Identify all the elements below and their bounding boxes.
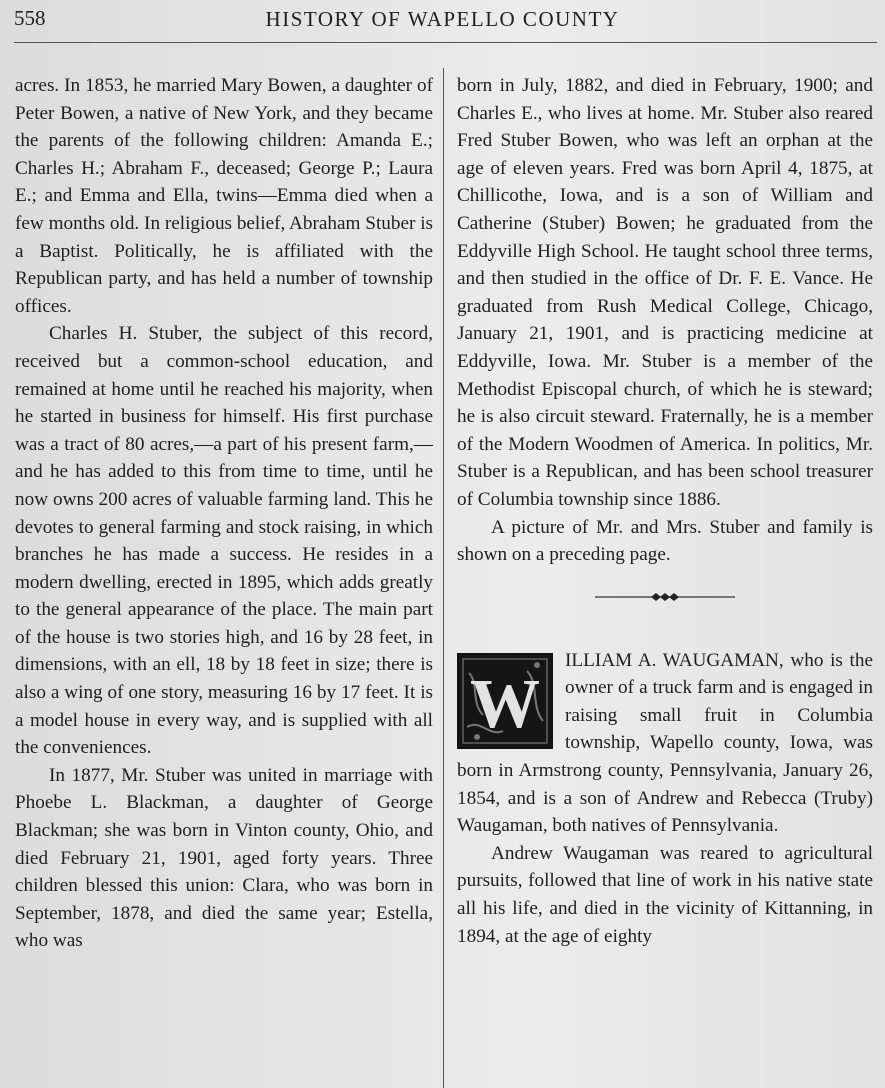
paragraph: A picture of Mr. and Mrs. Stuber and family is shown on a preceding page. xyxy=(457,516,873,566)
right-column xyxy=(457,72,873,950)
running-head: HISTORY OF WAPELLO COUNTY xyxy=(265,7,620,31)
header-rule xyxy=(14,42,877,43)
paragraph: acres. In 1853, he married Mary Bowen, a daughter of Peter Bowen, a native of New York, and they became the parents of the following children: Amanda E.; Charles H.; Abraham F., deceased; George P.; Laura E.; and Emma and Ella, twins—Emma died when a few months old. In religious belief, Abraham Stuber is a Baptist. Politically, he is affiliated with the Republican party, and has held a number of township offices. xyxy=(15,75,433,317)
drop-cap-letter: W xyxy=(470,665,540,743)
paragraph: Charles H. Stuber, the subject of this record, received but a common-school education, and remained at home until he reached his majority, when he started in business for himself. His first purchase was a tract of 80 acres,—a part of his present farm,—and he has added to this from time to time, until he now owns 200 acres of valuable farming land. This he devotes to general farming and stock raising, in which branches he has made a success. He resides in a modern dwelling, erected in 1895, which adds greatly to the general appearance of the place. The main part of the house is two stories high, and 16 by 28 feet, in dimensions, with an ell, 18 by 18 feet in size; there is also a wing of one story, measuring 16 by 17 feet. It is a model house in every way, and is supplied with all the conveniences. xyxy=(15,323,433,759)
paragraph: In 1877, Mr. Stuber was united in marriage with Phoebe L. Blackman, a daughter of George Blackman; she was born in Vinton county, Ohio, and died February 21, 1901, aged forty years. Three children blessed this union: Clara, who was born in September, 1878, and died the same year; Estella, who was xyxy=(15,764,433,952)
column-divider xyxy=(443,68,444,1088)
section-ornament xyxy=(457,569,873,625)
drop-cap-initial xyxy=(457,653,553,749)
page-number: 558 xyxy=(14,6,46,30)
paragraph: born in July, 1882, and died in February, 1900; and Charles E., who lives at home. Mr. Stuber also reared Fred Stuber Bowen, who was left an orphan at the age of eleven years. Fred was born April 4, 1875, at Chillicothe, Iowa, and is a son of William and Catherine (Stuber) Bowen; he graduated from the Eddyville High School. He taught school three terms, and then studied in the office of Dr. F. E. Vance. He graduated from Rush Medical College, Chicago, January 21, 1901, and is practicing medicine at Eddyville, Iowa. Mr. Stuber is a member of the Methodist Episcopal church, of which he is steward; he is also circuit steward. Fraternally, he is a member of the Modern Woodmen of America. In politics, Mr. Stuber is a Republican, and has been school treasurer of Columbia township since 1886. xyxy=(457,75,873,510)
left-column xyxy=(15,72,433,955)
paragraph: Andrew Waugaman was reared to agricultural pursuits, followed that line of work in his native state all his life, and died in the vicinity of Kittanning, in 1894, at the age of eighty xyxy=(457,842,873,947)
spacer xyxy=(457,625,873,647)
paragraph: ILLIAM A. WAUGAMAN, who is the owner of a truck farm and is engaged in raising small fruit in Columbia township, Wapello county, Iowa, was born in Armstrong county, Pennsylvania, January 26, 1854, and is a son of Andrew and Rebecca (Truby) Waugaman, both natives of Pennsylvania. xyxy=(457,649,873,837)
